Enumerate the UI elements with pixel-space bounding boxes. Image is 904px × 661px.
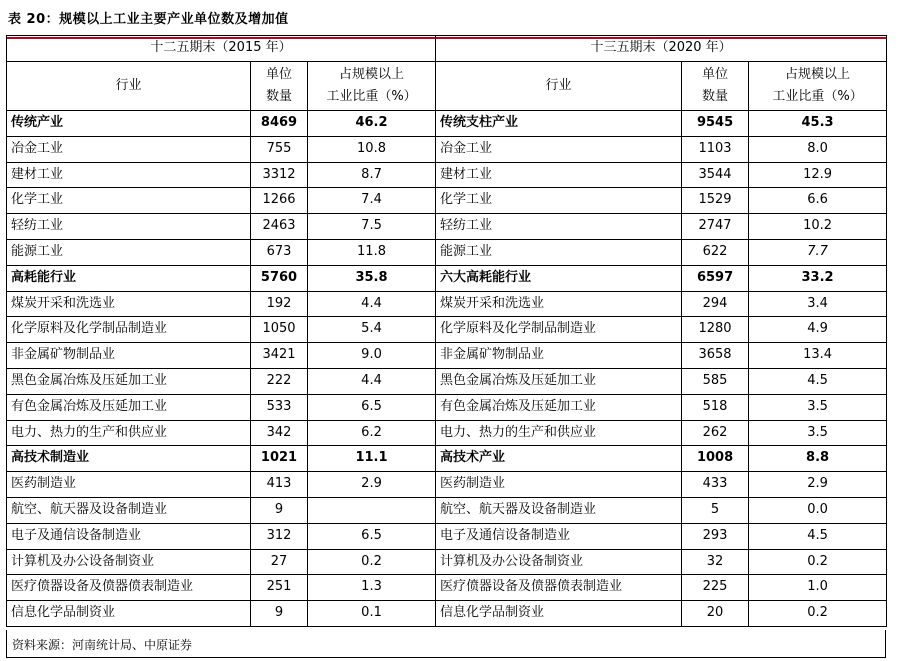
industry-name-2020: 有色金属冶炼及压延加工业	[436, 394, 682, 420]
share-2020: 4.9	[749, 317, 887, 343]
share-2020: 3.4	[749, 291, 887, 317]
unit-count-2020: 225	[682, 575, 749, 601]
industry-name-2020: 医疗偾器设备及偾器偾表制造业	[436, 575, 682, 601]
unit-count-2020: 262	[682, 420, 749, 446]
unit-count-2015: 222	[251, 368, 308, 394]
unit-count-2020: 1529	[682, 188, 749, 214]
industry-name-2015: 电力、热力的生产和供应业	[7, 420, 251, 446]
table-row	[7, 214, 887, 240]
unit-count-2020: 1008	[682, 446, 749, 472]
industry-name-2015: 信息化学品制资业	[7, 601, 251, 627]
share-2015: 9.0	[308, 343, 436, 369]
share-2020: 3.5	[749, 394, 887, 420]
share-2020: 10.2	[749, 214, 887, 240]
unit-count-2020: 585	[682, 368, 749, 394]
table-row	[7, 549, 887, 575]
share-2020: 7.7	[749, 239, 887, 265]
share-2020: 0.2	[749, 601, 887, 627]
industry-name-2020: 航空、航天器及设备制造业	[436, 497, 682, 523]
industry-table	[6, 35, 887, 627]
share-2015: 8.7	[308, 162, 436, 188]
industry-name-2020: 传统支柱产业	[436, 111, 682, 137]
share-2015: 6.2	[308, 420, 436, 446]
industry-name-2020: 化学工业	[436, 188, 682, 214]
industry-name-2015: 轻纺工业	[7, 214, 251, 240]
share-2020: 8.0	[749, 136, 887, 162]
share-2015	[308, 497, 436, 523]
industry-name-2015: 高耗能行业	[7, 265, 251, 291]
unit-count-2015: 3421	[251, 343, 308, 369]
industry-name-2020: 计算机及办公设备制资业	[436, 549, 682, 575]
industry-name-2020: 信息化学品制资业	[436, 601, 682, 627]
table-row	[7, 472, 887, 498]
share-2015: 4.4	[308, 291, 436, 317]
share-2020: 0.2	[749, 549, 887, 575]
unit-count-2015: 312	[251, 523, 308, 549]
industry-name-2020: 轻纺工业	[436, 214, 682, 240]
period-header-row	[7, 36, 887, 62]
industry-name-2015: 建材工业	[7, 162, 251, 188]
unit-count-2015: 9	[251, 497, 308, 523]
period-2020-header: 十三五期末（2020 年）	[436, 36, 887, 62]
industry-col-header-left: 行业	[7, 62, 251, 111]
unit-count-2020: 1103	[682, 136, 749, 162]
share-2015: 6.5	[308, 394, 436, 420]
share-2020: 33.2	[749, 265, 887, 291]
unit-count-2020: 5	[682, 497, 749, 523]
unit-count-2015: 3312	[251, 162, 308, 188]
share-2015: 10.8	[308, 136, 436, 162]
share-col-header-right: 占规模以上 工业比重（%）	[749, 62, 887, 111]
unit-count-2015: 27	[251, 549, 308, 575]
industry-name-2015: 化学工业	[7, 188, 251, 214]
share-2015: 11.1	[308, 446, 436, 472]
unit-count-2020: 6597	[682, 265, 749, 291]
unit-count-2020: 32	[682, 549, 749, 575]
share-2015: 6.5	[308, 523, 436, 549]
industry-name-2020: 建材工业	[436, 162, 682, 188]
source-note: 资料来源：河南统计局、中原证券	[12, 638, 193, 652]
industry-name-2020: 黑色金属冶炼及压延加工业	[436, 368, 682, 394]
units-col-header-right: 单位 数量	[682, 62, 749, 111]
unit-count-2020: 9545	[682, 111, 749, 137]
industry-name-2020: 六大高耗能行业	[436, 265, 682, 291]
share-2020: 3.5	[749, 420, 887, 446]
unit-count-2020: 433	[682, 472, 749, 498]
industry-col-header-right: 行业	[436, 62, 682, 111]
share-col-header-left: 占规模以上 工业比重（%）	[308, 62, 436, 111]
share-2020: 0.0	[749, 497, 887, 523]
share-2020: 2.9	[749, 472, 887, 498]
table-row	[7, 368, 887, 394]
unit-count-2020: 518	[682, 394, 749, 420]
table-row	[7, 291, 887, 317]
share-2020: 6.6	[749, 188, 887, 214]
table-row	[7, 111, 887, 137]
table-row	[7, 343, 887, 369]
share-2015: 4.4	[308, 368, 436, 394]
share-2015: 46.2	[308, 111, 436, 137]
share-2015: 7.4	[308, 188, 436, 214]
industry-name-2020: 能源工业	[436, 239, 682, 265]
share-2020: 13.4	[749, 343, 887, 369]
industry-name-2015: 医疗偾器设备及偾器偾表制造业	[7, 575, 251, 601]
table-row	[7, 523, 887, 549]
industry-name-2015: 传统产业	[7, 111, 251, 137]
share-2020: 12.9	[749, 162, 887, 188]
unit-count-2015: 533	[251, 394, 308, 420]
table-row	[7, 265, 887, 291]
industry-name-2015: 医药制造业	[7, 472, 251, 498]
table-caption	[6, 6, 884, 28]
industry-name-2020: 化学原料及化学制品制造业	[436, 317, 682, 343]
share-2015: 1.3	[308, 575, 436, 601]
industry-name-2020: 电力、热力的生产和供应业	[436, 420, 682, 446]
share-2020: 4.5	[749, 368, 887, 394]
industry-name-2015: 黑色金属冶炼及压延加工业	[7, 368, 251, 394]
industry-name-2015: 航空、航天器及设备制造业	[7, 497, 251, 523]
industry-name-2015: 电子及通信设备制造业	[7, 523, 251, 549]
industry-name-2015: 冶金工业	[7, 136, 251, 162]
industry-name-2015: 能源工业	[7, 239, 251, 265]
share-2015: 35.8	[308, 265, 436, 291]
industry-name-2020: 高技术产业	[436, 446, 682, 472]
industry-name-2020: 冶金工业	[436, 136, 682, 162]
unit-count-2020: 3544	[682, 162, 749, 188]
industry-name-2020: 煤炭开采和洗选业	[436, 291, 682, 317]
unit-count-2015: 1050	[251, 317, 308, 343]
table-row	[7, 188, 887, 214]
unit-count-2015: 8469	[251, 111, 308, 137]
unit-count-2015: 9	[251, 601, 308, 627]
industry-name-2015: 高技术制造业	[7, 446, 251, 472]
table-title: 表 20：规模以上工业主要产业单位数及增加值	[8, 12, 289, 27]
units-col-header-left: 单位 数量	[251, 62, 308, 111]
table-row	[7, 136, 887, 162]
unit-count-2015: 755	[251, 136, 308, 162]
industry-name-2015: 有色金属冶炼及压延加工业	[7, 394, 251, 420]
table-row	[7, 601, 887, 627]
unit-count-2015: 251	[251, 575, 308, 601]
industry-name-2015: 计算机及办公设备制资业	[7, 549, 251, 575]
share-2015: 5.4	[308, 317, 436, 343]
unit-count-2015: 413	[251, 472, 308, 498]
unit-count-2020: 622	[682, 239, 749, 265]
unit-count-2020: 293	[682, 523, 749, 549]
period-2015-header: 十二五期末（2015 年）	[7, 36, 436, 62]
share-2020: 1.0	[749, 575, 887, 601]
table-row	[7, 420, 887, 446]
unit-count-2020: 1280	[682, 317, 749, 343]
share-2020: 8.8	[749, 446, 887, 472]
industry-name-2015: 化学原料及化学制品制造业	[7, 317, 251, 343]
unit-count-2015: 1021	[251, 446, 308, 472]
unit-count-2015: 2463	[251, 214, 308, 240]
column-header-row	[7, 62, 887, 111]
share-2020: 4.5	[749, 523, 887, 549]
table-row	[7, 162, 887, 188]
unit-count-2015: 1266	[251, 188, 308, 214]
unit-count-2020: 3658	[682, 343, 749, 369]
share-2015: 2.9	[308, 472, 436, 498]
unit-count-2020: 20	[682, 601, 749, 627]
industry-name-2020: 电子及通信设备制造业	[436, 523, 682, 549]
industry-name-2020: 非金属矿物制品业	[436, 343, 682, 369]
share-2020: 45.3	[749, 111, 887, 137]
unit-count-2015: 5760	[251, 265, 308, 291]
unit-count-2020: 2747	[682, 214, 749, 240]
unit-count-2015: 192	[251, 291, 308, 317]
share-2015: 11.8	[308, 239, 436, 265]
table-row	[7, 497, 887, 523]
share-2015: 0.2	[308, 549, 436, 575]
industry-name-2015: 非金属矿物制品业	[7, 343, 251, 369]
share-2015: 7.5	[308, 214, 436, 240]
table-row	[7, 394, 887, 420]
unit-count-2015: 342	[251, 420, 308, 446]
table-row	[7, 239, 887, 265]
table-row	[7, 446, 887, 472]
table-row	[7, 575, 887, 601]
industry-name-2015: 煤炭开采和洗选业	[7, 291, 251, 317]
industry-name-2020: 医药制造业	[436, 472, 682, 498]
unit-count-2020: 294	[682, 291, 749, 317]
table-row	[7, 317, 887, 343]
share-2015: 0.1	[308, 601, 436, 627]
unit-count-2015: 673	[251, 239, 308, 265]
